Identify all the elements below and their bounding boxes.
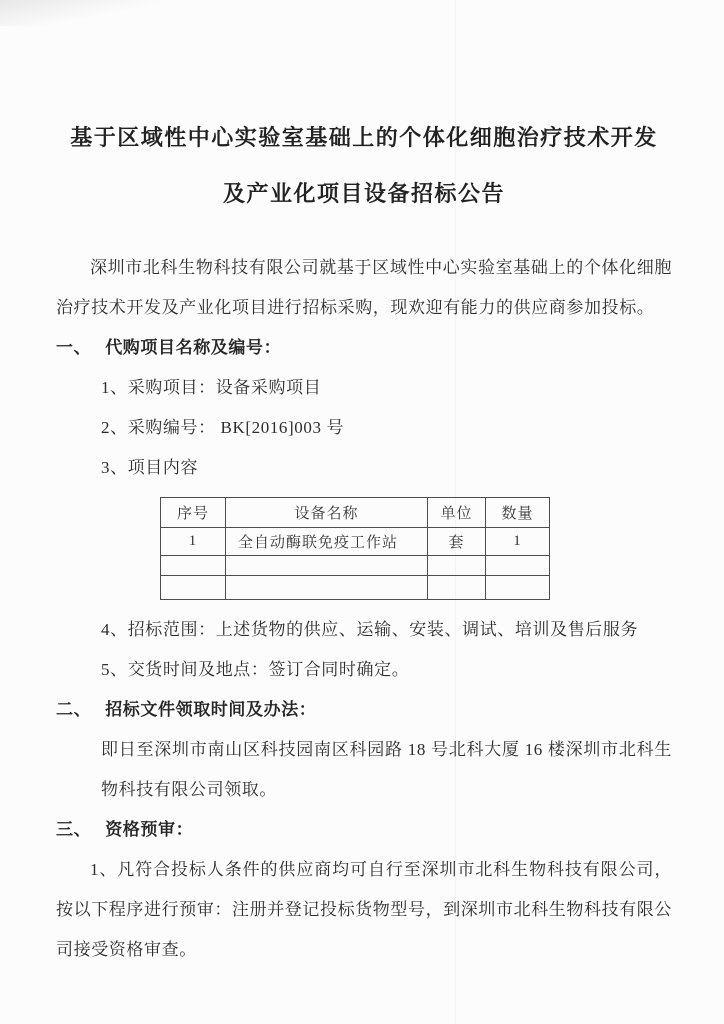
section-one-heading — [56, 328, 672, 368]
table-header-row — [161, 498, 550, 528]
table-cell-equipment-name: 全自动酶联免疫工作站 — [226, 528, 428, 556]
table-header-equipment-name: 设备名称 — [226, 498, 428, 528]
table-row-empty — [161, 556, 550, 576]
section-two-body: 即日至深圳市南山区科技园南区科园路 18 号北科大厦 16 楼深圳市北科生物科技有限公司领取。 — [101, 740, 672, 799]
table-header-unit: 单位 — [428, 498, 486, 528]
section-one-number: 一、 — [56, 338, 92, 357]
document-title-line2: 及产业化项目设备招标公告 — [222, 181, 505, 206]
list-item-bid-scope: 4、招标范围：上述货物的供应、运输、安装、调试、培训及售后服务 — [101, 620, 639, 639]
table-row-empty — [161, 576, 550, 600]
table-cell-index: 1 — [161, 528, 226, 556]
list-item-project-content: 3、项目内容 — [101, 458, 199, 477]
document-title-line1: 基于区域性中心实验室基础上的个体化细胞治疗技术开发 — [70, 125, 658, 150]
table-cell-unit: 套 — [428, 528, 486, 556]
section-two-title: 招标文件领取时间及办法： — [105, 700, 317, 719]
table-cell-quantity: 1 — [486, 528, 550, 556]
table-header-quantity: 数量 — [486, 498, 550, 528]
table-cell-empty — [428, 576, 486, 600]
section-three-title: 资格预审： — [105, 820, 194, 839]
document-title — [56, 110, 672, 222]
list-item-purchase-number: 2、采购编号： BK[2016]003 号 — [101, 418, 345, 437]
table-cell-empty — [486, 576, 550, 600]
section-three-number: 三、 — [56, 820, 92, 839]
table-cell-empty — [226, 576, 428, 600]
table-row — [161, 528, 550, 556]
section-three-body: 1、凡符合投标人条件的供应商均可自行至深圳市北科生物科技有限公司，按以下程序进行预审：注册并登记投标货物型号，到深圳市北科生物科技有限公司接受资格审查。 — [56, 860, 672, 959]
table-cell-empty — [226, 556, 428, 576]
section-one-title: 代购项目名称及编号： — [105, 338, 282, 357]
intro-paragraph: 深圳市北科生物科技有限公司就基于区域性中心实验室基础上的个体化细胞治疗技术开发及产业化项目进行招标采购，现欢迎有能力的供应商参加投标。 — [56, 258, 672, 317]
section-two-heading — [56, 690, 672, 730]
document-content — [56, 0, 672, 970]
table-cell-empty — [161, 556, 226, 576]
section-three-heading — [56, 810, 672, 850]
section-two-number: 二、 — [56, 700, 92, 719]
table-cell-empty — [161, 576, 226, 600]
table-cell-empty — [428, 556, 486, 576]
equipment-table — [160, 497, 550, 600]
list-item-delivery: 5、交货时间及地点：签订合同时确定。 — [101, 660, 410, 679]
table-cell-empty — [486, 556, 550, 576]
list-item-purchase-project: 1、采购项目：设备采购项目 — [101, 378, 322, 397]
table-header-index: 序号 — [161, 498, 226, 528]
